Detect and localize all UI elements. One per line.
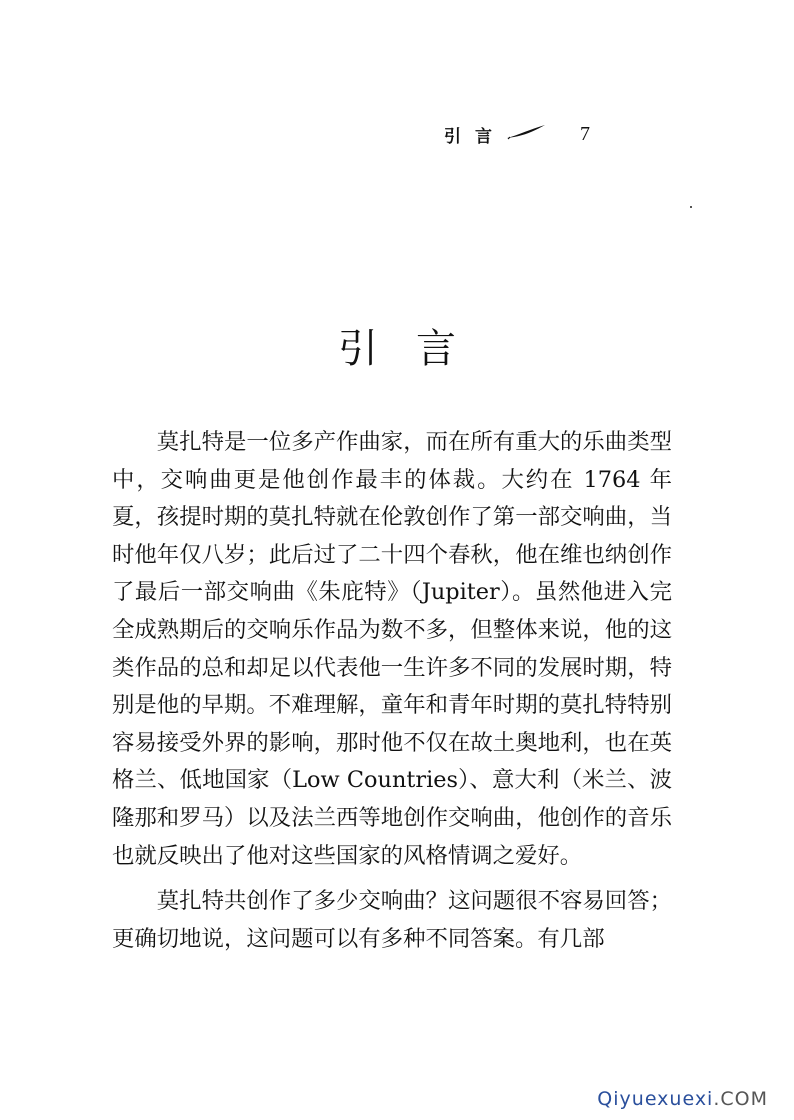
running-header [444,122,590,147]
speck [690,206,692,208]
quill-ornament-icon [506,124,546,145]
body-text [112,424,672,958]
watermark-suffix: .COM [713,1088,768,1110]
page-number: 7 [580,123,590,145]
running-header-title: 引言 [444,127,506,147]
watermark-prefix: Qiyuexuexi [597,1088,714,1110]
paragraph: 莫扎特共创作了多少交响曲？这问题很不容易回答；更确切地说，这问题可以有多种不同答案。有几部 [112,888,672,952]
paragraph: 莫扎特是一位多产作曲家，而在所有重大的乐曲类型中，交响曲更是他创作最丰的体裁。大约在 1764 年夏，孩提时期的莫扎特就在伦敦创作了第一部交响曲，当时他年仅八岁；此后过了二十四个春秋，他在维也纳创作了最后一部交响曲《朱庇特》（Jupiter）。虽然他进入完全成熟期后的交响乐作品为数不多，但整体来说，他的这类作品的总和却足以代表他一生许多不同的发展时期，特别是他的早期。不难理解，童年和青年时期的莫扎特特别容易接受外界的影响，那时他不仅在故土奥地利，也在英格兰、低地国家（Low Countries）、意大利（米兰、波隆那和罗马）以及法兰西等地创作交响曲，他创作的音乐也就反映出了他对这些国家的风格情调之爱好。 [112,429,672,869]
chapter-title: 引言 [338,325,494,372]
watermark [597,1088,768,1110]
